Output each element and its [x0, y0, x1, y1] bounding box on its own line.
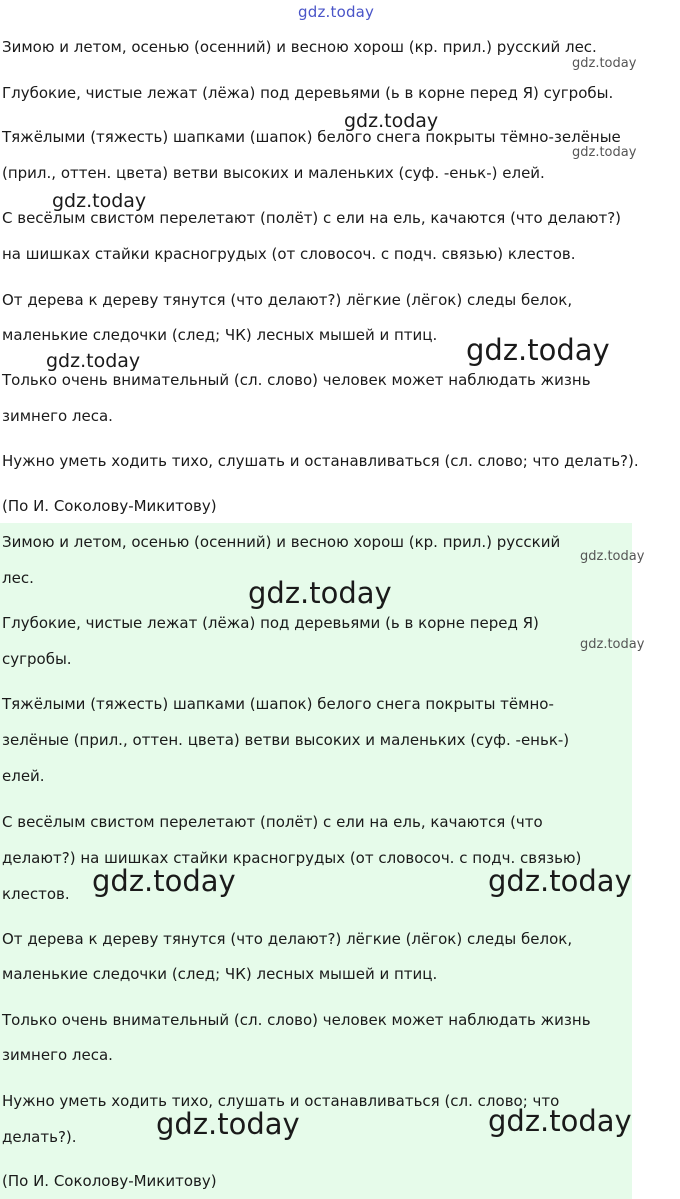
text-line: сугробы. — [2, 650, 72, 668]
text-line: зелёные (прил., оттен. цвета) ветви высоких и маленьких (суф. -еньк-) — [2, 731, 570, 749]
watermark: gdz.today — [46, 350, 141, 372]
watermark: gdz.today — [344, 110, 439, 132]
text-line: От дерева к дереву тянутся (что делают?) лёгкие (лёгок) следы белок, — [2, 930, 573, 948]
text-line: (прил., оттен. цвета) ветви высоких и маленьких (суф. -еньк-) елей. — [2, 164, 545, 182]
text-line: Глубокие, чистые лежат (лёжа) под деревьями (ь в корне перед Я) сугробы. — [2, 84, 614, 102]
text-line: зимнего леса. — [2, 1046, 113, 1064]
source-attribution: (По И. Соколову-Микитову) — [2, 1172, 217, 1190]
text-line: Нужно уметь ходить тихо, слушать и останавливаться (сл. слово; что — [2, 1092, 560, 1110]
text-line: клестов. — [2, 885, 70, 903]
text-line: зимнего леса. — [2, 407, 113, 425]
text-line: От дерева к дереву тянутся (что делают?) лёгкие (лёгок) следы белок, — [2, 291, 573, 309]
text-line: на шишках стайки красногрудых (от словосоч. с подч. связью) клестов. — [2, 245, 576, 263]
watermark: gdz.today — [248, 576, 392, 610]
site-watermark-top: gdz.today — [298, 3, 375, 21]
watermark: gdz.today — [580, 549, 645, 564]
watermark: gdz.today — [580, 637, 645, 652]
text-line: маленькие следочки (след; ЧК) лесных мышей и птиц. — [2, 326, 438, 344]
watermark: gdz.today — [52, 190, 147, 212]
text-line: делать?). — [2, 1128, 77, 1146]
answer-block — [0, 523, 632, 1199]
text-line: Только очень внимательный (сл. слово) человек может наблюдать жизнь — [2, 371, 591, 389]
text-line: Только очень внимательный (сл. слово) человек может наблюдать жизнь — [2, 1011, 591, 1029]
text-line: Глубокие, чистые лежат (лёжа) под деревьями (ь в корне перед Я) — [2, 614, 539, 632]
watermark: gdz.today — [572, 145, 637, 160]
text-line: Зимою и летом, осенью (осенний) и весною хорош (кр. прил.) русский лес. — [2, 38, 597, 56]
watermark: gdz.today — [572, 56, 637, 71]
watermark: gdz.today — [92, 864, 236, 898]
text-line: С весёлым свистом перелетают (полёт) с ели на ель, качаются (что — [2, 813, 543, 831]
source-attribution: (По И. Соколову-Микитову) — [2, 497, 217, 515]
text-line: елей. — [2, 767, 45, 785]
text-line: лес. — [2, 569, 34, 587]
text-line: маленькие следочки (след; ЧК) лесных мышей и птиц. — [2, 965, 438, 983]
watermark: gdz.today — [466, 333, 610, 367]
watermark: gdz.today — [156, 1107, 300, 1141]
text-line: Тяжёлыми (тяжесть) шапками (шапок) белого снега покрыты тёмно-зелёные — [2, 128, 621, 146]
text-line: делают?) на шишках стайки красногрудых (от словосоч. с подч. связью) — [2, 849, 582, 867]
text-line: Зимою и летом, осенью (осенний) и весною хорош (кр. прил.) русский — [2, 533, 561, 551]
text-line: С весёлым свистом перелетают (полёт) с ели на ель, качаются (что делают?) — [2, 209, 622, 227]
watermark: gdz.today — [488, 864, 632, 898]
text-line: Тяжёлыми (тяжесть) шапками (шапок) белого снега покрыты тёмно- — [2, 695, 554, 713]
text-line: Нужно уметь ходить тихо, слушать и останавливаться (сл. слово; что делать?). — [2, 452, 639, 470]
watermark: gdz.today — [488, 1104, 632, 1138]
